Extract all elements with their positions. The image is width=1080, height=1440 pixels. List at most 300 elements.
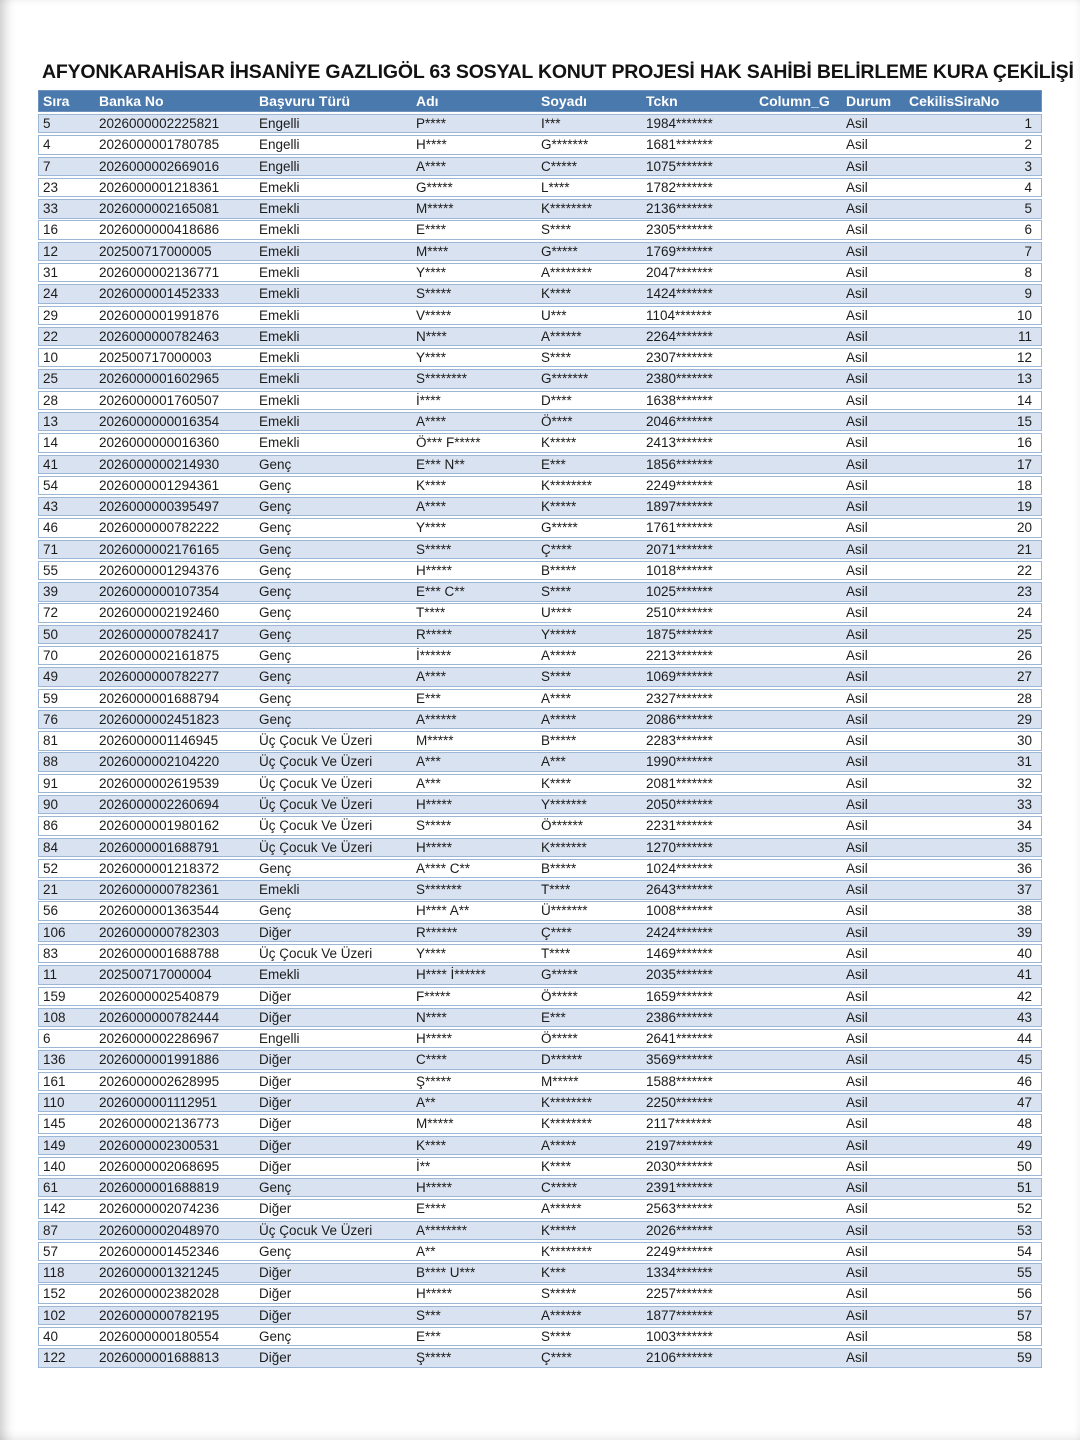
cell-tckn: 1659******* xyxy=(646,988,713,1004)
cell-cekilis-sira-no: 21 xyxy=(1016,541,1032,557)
cell-banka-no: 2026000002300531 xyxy=(99,1137,220,1153)
cell-banka-no: 2026000001688788 xyxy=(99,945,220,961)
cell-tckn: 1681******* xyxy=(646,137,713,153)
cell-tckn: 1334******* xyxy=(646,1265,713,1281)
cell-sira: 91 xyxy=(43,775,59,791)
cell-durum: Asil xyxy=(846,179,868,195)
cell-basvuru-turu: Genç xyxy=(259,690,292,706)
cell-tckn: 2050******* xyxy=(646,797,713,812)
cell-tckn: 1782******* xyxy=(646,179,713,195)
table-row xyxy=(38,667,1042,686)
cell-banka-no: 2026000002192460 xyxy=(99,605,220,621)
cell-cekilis-sira-no: 12 xyxy=(1016,350,1032,366)
cell-cekilis-sira-no: 15 xyxy=(1016,413,1032,429)
cell-adi: S******* xyxy=(416,882,462,898)
cell-basvuru-turu: Emekli xyxy=(259,882,300,898)
cell-soyadi: C***** xyxy=(541,158,578,174)
cell-basvuru-turu: Genç xyxy=(259,477,292,493)
cell-adi: K**** xyxy=(416,1137,447,1153)
cell-adi: B**** U*** xyxy=(416,1265,476,1281)
cell-column-g xyxy=(755,1051,842,1068)
cell-tckn: 2136******* xyxy=(646,201,713,217)
column-header-soyadi: Soyadı xyxy=(541,93,587,109)
table-row xyxy=(38,178,1042,197)
cell-tckn: 1984******* xyxy=(646,116,713,131)
cell-adi: S***** xyxy=(416,286,452,302)
cell-adi: Ş***** xyxy=(416,1350,452,1366)
cell-sira: 22 xyxy=(43,328,59,344)
cell-banka-no: 2026000002074236 xyxy=(99,1201,220,1217)
cell-tckn: 1018******* xyxy=(646,562,713,578)
cell-sira: 140 xyxy=(43,1158,66,1174)
cell-tckn: 2231******* xyxy=(646,818,713,834)
cell-tckn: 1856******* xyxy=(646,456,713,472)
cell-durum: Asil xyxy=(846,456,868,472)
cell-cekilis-sira-no: 17 xyxy=(1016,456,1032,472)
cell-sira: 88 xyxy=(43,754,59,770)
table-row xyxy=(38,795,1042,814)
cell-adi: H**** A** xyxy=(416,903,470,919)
cell-adi: Y**** xyxy=(416,520,447,536)
cell-durum: Asil xyxy=(846,371,868,387)
cell-sira: 118 xyxy=(43,1265,65,1281)
cell-adi: V***** xyxy=(416,307,452,323)
table-row xyxy=(38,774,1042,793)
cell-banka-no: 2026000001980162 xyxy=(99,818,220,834)
cell-adi: N**** xyxy=(416,328,447,344)
cell-soyadi: G***** xyxy=(541,520,578,536)
cell-basvuru-turu: Üç Çocuk Ve Üzeri xyxy=(259,733,373,749)
cell-banka-no: 2026000002048970 xyxy=(99,1222,220,1238)
cell-soyadi: B***** xyxy=(541,562,577,578)
cell-cekilis-sira-no: 47 xyxy=(1016,1094,1032,1110)
cell-cekilis-sira-no: 28 xyxy=(1016,690,1032,706)
cell-durum: Asil xyxy=(846,648,868,664)
cell-banka-no: 2026000001688819 xyxy=(99,1180,220,1196)
table-row xyxy=(38,987,1042,1006)
cell-soyadi: Y***** xyxy=(541,626,577,642)
cell-sira: 16 xyxy=(43,222,59,238)
cell-durum: Asil xyxy=(846,392,868,408)
cell-adi: A*** xyxy=(416,754,441,770)
cell-tckn: 2257******* xyxy=(646,1286,713,1302)
cell-soyadi: K**** xyxy=(541,1158,572,1174)
cell-column-g xyxy=(755,519,842,536)
cell-durum: Asil xyxy=(846,1052,868,1068)
cell-banka-no: 2026000000782303 xyxy=(99,924,220,940)
cell-tckn: 2071******* xyxy=(646,541,713,557)
cell-sira: 7 xyxy=(43,158,51,174)
cell-soyadi: S***** xyxy=(541,1286,577,1302)
table-row xyxy=(38,689,1042,708)
cell-tckn: 3569******* xyxy=(646,1052,713,1068)
cell-banka-no: 2026000002225821 xyxy=(99,116,220,131)
table-row xyxy=(38,923,1042,942)
cell-banka-no: 2026000001363544 xyxy=(99,903,220,919)
cell-adi: A****** xyxy=(416,711,457,727)
cell-cekilis-sira-no: 6 xyxy=(1024,222,1032,238)
cell-adi: R****** xyxy=(416,924,458,940)
cell-durum: Asil xyxy=(846,499,868,515)
cell-tckn: 2249******* xyxy=(646,1243,713,1259)
cell-durum: Asil xyxy=(846,797,868,812)
cell-banka-no: 2026000000782277 xyxy=(99,669,220,685)
cell-durum: Asil xyxy=(846,1329,868,1345)
cell-durum: Asil xyxy=(846,754,868,770)
cell-cekilis-sira-no: 27 xyxy=(1016,669,1032,685)
column-header-tckn: Tckn xyxy=(646,93,678,109)
cell-column-g xyxy=(755,1094,842,1111)
table-row xyxy=(38,1327,1042,1346)
cell-banka-no: 2026000002104220 xyxy=(99,754,220,770)
cell-adi: G***** xyxy=(416,179,453,195)
cell-sira: 40 xyxy=(43,1329,59,1345)
cell-column-g xyxy=(755,647,842,664)
cell-tckn: 1990******* xyxy=(646,754,713,770)
cell-basvuru-turu: Diğer xyxy=(259,1137,292,1153)
cell-durum: Asil xyxy=(846,584,868,600)
cell-soyadi: K******** xyxy=(541,1094,593,1110)
cell-basvuru-turu: Üç Çocuk Ve Üzeri xyxy=(259,839,373,855)
table-row xyxy=(38,731,1042,750)
table-row xyxy=(38,1178,1042,1197)
cell-durum: Asil xyxy=(846,669,868,685)
cell-tckn: 2424******* xyxy=(646,924,713,940)
cell-soyadi: K***** xyxy=(541,435,577,451)
table-row xyxy=(38,944,1042,963)
cell-sira: 28 xyxy=(43,392,59,408)
table-row xyxy=(38,369,1042,388)
cell-basvuru-turu: Diğer xyxy=(259,1073,292,1089)
cell-soyadi: Ç**** xyxy=(541,541,572,557)
cell-tckn: 2197******* xyxy=(646,1137,713,1153)
cell-column-g xyxy=(755,328,842,345)
cell-soyadi: T**** xyxy=(541,882,571,898)
cell-adi: F***** xyxy=(416,988,451,1004)
cell-soyadi: K***** xyxy=(541,1222,577,1238)
cell-column-g xyxy=(755,392,842,409)
cell-cekilis-sira-no: 18 xyxy=(1016,477,1032,493)
cell-soyadi: K******** xyxy=(541,201,593,217)
cell-basvuru-turu: Engelli xyxy=(259,137,300,153)
cell-durum: Asil xyxy=(846,882,868,898)
column-header-banka-no: Banka No xyxy=(99,93,164,109)
cell-column-g xyxy=(755,200,842,217)
cell-sira: 31 xyxy=(43,264,59,280)
cell-durum: Asil xyxy=(846,328,868,344)
table-row xyxy=(38,284,1042,303)
cell-basvuru-turu: Diğer xyxy=(259,1009,292,1025)
cell-banka-no: 2026000001780785 xyxy=(99,137,220,153)
cell-durum: Asil xyxy=(846,1243,868,1259)
table-row xyxy=(38,838,1042,857)
cell-durum: Asil xyxy=(846,541,868,557)
cell-sira: 108 xyxy=(43,1009,66,1025)
cell-durum: Asil xyxy=(846,860,868,876)
cell-banka-no: 2026000001602965 xyxy=(99,371,220,387)
cell-banka-no: 2026000002161875 xyxy=(99,648,220,664)
cell-durum: Asil xyxy=(846,477,868,493)
cell-durum: Asil xyxy=(846,1180,868,1196)
cell-tckn: 1008******* xyxy=(646,903,713,919)
cell-basvuru-turu: Emekli xyxy=(259,179,300,195)
cell-basvuru-turu: Genç xyxy=(259,541,292,557)
cell-adi: A** xyxy=(416,1243,436,1259)
cell-basvuru-turu: Emekli xyxy=(259,392,300,408)
cell-basvuru-turu: Üç Çocuk Ve Üzeri xyxy=(259,754,373,770)
cell-soyadi: Ö****** xyxy=(541,818,584,834)
cell-cekilis-sira-no: 32 xyxy=(1016,775,1032,791)
cell-durum: Asil xyxy=(846,201,868,217)
cell-tckn: 1069******* xyxy=(646,669,713,685)
cell-column-g xyxy=(755,285,842,302)
cell-banka-no: 2026000000782444 xyxy=(99,1009,220,1025)
cell-soyadi: U*** xyxy=(541,307,567,323)
cell-sira: 10 xyxy=(43,350,59,366)
cell-basvuru-turu: Engelli xyxy=(259,158,300,174)
cell-cekilis-sira-no: 24 xyxy=(1016,605,1032,621)
cell-column-g xyxy=(755,221,842,238)
cell-soyadi: A*** xyxy=(541,754,566,770)
cell-durum: Asil xyxy=(846,264,868,280)
cell-cekilis-sira-no: 41 xyxy=(1016,967,1032,983)
cell-banka-no: 2026000000782222 xyxy=(99,520,220,536)
cell-column-g xyxy=(755,775,842,792)
cell-basvuru-turu: Diğer xyxy=(259,1094,292,1110)
cell-banka-no: 2026000002136771 xyxy=(99,264,220,280)
cell-soyadi: A***** xyxy=(541,711,577,727)
cell-tckn: 1075******* xyxy=(646,158,713,174)
cell-basvuru-turu: Genç xyxy=(259,1329,292,1345)
cell-sira: 25 xyxy=(43,371,59,387)
cell-soyadi: U**** xyxy=(541,605,572,621)
cell-tckn: 2026******* xyxy=(646,1222,713,1238)
cell-column-g xyxy=(755,945,842,962)
cell-column-g xyxy=(755,753,842,770)
cell-durum: Asil xyxy=(846,733,868,749)
cell-soyadi: K*** xyxy=(541,1265,566,1281)
cell-basvuru-turu: Genç xyxy=(259,903,292,919)
table-row xyxy=(38,476,1042,495)
cell-soyadi: A***** xyxy=(541,1137,577,1153)
cell-sira: 46 xyxy=(43,520,59,536)
cell-banka-no: 2026000002068695 xyxy=(99,1158,220,1174)
cell-banka-no: 2026000001294361 xyxy=(99,477,220,493)
cell-cekilis-sira-no: 25 xyxy=(1016,626,1032,642)
cell-tckn: 2106******* xyxy=(646,1350,713,1366)
table-row xyxy=(38,1221,1042,1240)
cell-durum: Asil xyxy=(846,605,868,621)
cell-sira: 70 xyxy=(43,648,59,664)
cell-adi: İ****** xyxy=(416,648,452,664)
cell-cekilis-sira-no: 50 xyxy=(1016,1158,1032,1174)
cell-soyadi: E*** xyxy=(541,456,566,472)
cell-durum: Asil xyxy=(846,967,868,983)
cell-basvuru-turu: Üç Çocuk Ve Üzeri xyxy=(259,1222,373,1238)
cell-basvuru-turu: Genç xyxy=(259,648,292,664)
cell-column-g xyxy=(755,456,842,473)
cell-banka-no: 2026000001321245 xyxy=(99,1265,220,1281)
cell-adi: A**** xyxy=(416,158,447,174)
cell-tckn: 1897******* xyxy=(646,499,713,515)
cell-banka-no: 2026000002669016 xyxy=(99,158,220,174)
cell-column-g xyxy=(755,690,842,707)
cell-tckn: 2264******* xyxy=(646,328,713,344)
cell-tckn: 2086******* xyxy=(646,711,713,727)
cell-banka-no: 2026000000782195 xyxy=(99,1307,220,1323)
cell-cekilis-sira-no: 52 xyxy=(1016,1201,1032,1217)
cell-adi: H***** xyxy=(416,797,453,812)
cell-adi: H***** xyxy=(416,562,453,578)
cell-column-g xyxy=(755,966,842,983)
cell-banka-no: 2026000002540879 xyxy=(99,988,220,1004)
cell-soyadi: S**** xyxy=(541,1329,572,1345)
cell-cekilis-sira-no: 34 xyxy=(1016,818,1032,834)
table-row xyxy=(38,901,1042,920)
cell-banka-no: 2026000002176165 xyxy=(99,541,220,557)
cell-durum: Asil xyxy=(846,1031,868,1047)
cell-sira: 86 xyxy=(43,818,59,834)
cell-sira: 4 xyxy=(43,137,51,153)
cell-banka-no: 2026000002286967 xyxy=(99,1031,220,1047)
table-row xyxy=(38,135,1042,154)
cell-cekilis-sira-no: 37 xyxy=(1016,882,1032,898)
cell-basvuru-turu: Emekli xyxy=(259,328,300,344)
cell-sira: 56 xyxy=(43,903,59,919)
cell-basvuru-turu: Emekli xyxy=(259,286,300,302)
cell-basvuru-turu: Diğer xyxy=(259,1158,292,1174)
cell-tckn: 1469******* xyxy=(646,945,713,961)
cell-banka-no: 2026000002451823 xyxy=(99,711,220,727)
cell-adi: K**** xyxy=(416,477,447,493)
cell-cekilis-sira-no: 31 xyxy=(1016,754,1032,770)
cell-cekilis-sira-no: 53 xyxy=(1016,1222,1032,1238)
cell-durum: Asil xyxy=(846,988,868,1004)
cell-sira: 21 xyxy=(43,882,59,898)
cell-soyadi: A****** xyxy=(541,1307,582,1323)
table-row xyxy=(38,497,1042,516)
cell-sira: 24 xyxy=(43,286,59,302)
cell-sira: 5 xyxy=(43,116,51,131)
cell-soyadi: Ç**** xyxy=(541,1350,572,1366)
cell-cekilis-sira-no: 1 xyxy=(1024,116,1032,131)
table-row xyxy=(38,1136,1042,1155)
cell-banka-no: 2026000000395497 xyxy=(99,499,220,515)
cell-soyadi: K******** xyxy=(541,1243,593,1259)
cell-adi: E*** xyxy=(416,690,441,706)
cell-soyadi: A**** xyxy=(541,690,572,706)
cell-soyadi: Ö***** xyxy=(541,988,578,1004)
table-row xyxy=(38,518,1042,537)
cell-sira: 83 xyxy=(43,945,59,961)
cell-soyadi: B***** xyxy=(541,860,577,876)
table-row xyxy=(38,306,1042,325)
table-row xyxy=(38,1263,1042,1282)
table-row xyxy=(38,1072,1042,1091)
cell-sira: 106 xyxy=(43,924,66,940)
table-row xyxy=(38,199,1042,218)
cell-sira: 13 xyxy=(43,413,59,429)
cell-banka-no: 2026000000016354 xyxy=(99,413,220,429)
table-row xyxy=(38,220,1042,239)
cell-column-g xyxy=(755,626,842,643)
cell-banka-no: 2026000001760507 xyxy=(99,392,220,408)
cell-sira: 6 xyxy=(43,1031,51,1047)
cell-sira: 159 xyxy=(43,988,66,1004)
cell-soyadi: T**** xyxy=(541,945,571,961)
cell-adi: R***** xyxy=(416,626,453,642)
cell-column-g xyxy=(755,1328,842,1345)
cell-tckn: 2643******* xyxy=(646,882,713,898)
cell-adi: Y**** xyxy=(416,350,447,366)
cell-cekilis-sira-no: 39 xyxy=(1016,924,1032,940)
cell-cekilis-sira-no: 42 xyxy=(1016,988,1032,1004)
cell-banka-no: 2026000001452333 xyxy=(99,286,220,302)
cell-cekilis-sira-no: 59 xyxy=(1016,1350,1032,1366)
cell-basvuru-turu: Genç xyxy=(259,499,292,515)
cell-banka-no: 2026000000214930 xyxy=(99,456,220,472)
cell-cekilis-sira-no: 56 xyxy=(1016,1286,1032,1302)
cell-adi: M***** xyxy=(416,201,454,217)
cell-durum: Asil xyxy=(846,1009,868,1025)
cell-basvuru-turu: Emekli xyxy=(259,371,300,387)
cell-sira: 14 xyxy=(43,435,59,451)
cell-column-g xyxy=(755,1009,842,1026)
cell-basvuru-turu: Genç xyxy=(259,456,292,472)
cell-banka-no: 202500717000004 xyxy=(99,967,212,983)
cell-tckn: 1270******* xyxy=(646,839,713,855)
cell-sira: 71 xyxy=(43,541,59,557)
cell-banka-no: 2026000002260694 xyxy=(99,797,220,812)
cell-soyadi: B***** xyxy=(541,733,577,749)
lottery-results-table xyxy=(38,90,1042,1370)
table-row xyxy=(38,859,1042,878)
cell-cekilis-sira-no: 13 xyxy=(1016,371,1032,387)
cell-banka-no: 2026000002165081 xyxy=(99,201,220,217)
cell-adi: A**** xyxy=(416,499,447,515)
cell-basvuru-turu: Emekli xyxy=(259,435,300,451)
cell-column-g xyxy=(755,711,842,728)
cell-cekilis-sira-no: 55 xyxy=(1016,1265,1032,1281)
cell-durum: Asil xyxy=(846,413,868,429)
cell-durum: Asil xyxy=(846,1094,868,1110)
cell-sira: 61 xyxy=(43,1180,59,1196)
cell-cekilis-sira-no: 46 xyxy=(1016,1073,1032,1089)
cell-tckn: 2250******* xyxy=(646,1094,713,1110)
cell-durum: Asil xyxy=(846,775,868,791)
table-row xyxy=(38,1029,1042,1048)
cell-cekilis-sira-no: 11 xyxy=(1017,328,1032,344)
cell-column-g xyxy=(755,1073,842,1090)
cell-column-g xyxy=(755,264,842,281)
cell-soyadi: Ç**** xyxy=(541,924,572,940)
cell-basvuru-turu: Diğer xyxy=(259,1201,292,1217)
cell-cekilis-sira-no: 30 xyxy=(1016,733,1032,749)
cell-banka-no: 2026000001688813 xyxy=(99,1350,220,1366)
cell-adi: E**** xyxy=(416,1201,447,1217)
cell-sira: 152 xyxy=(43,1286,66,1302)
cell-column-g xyxy=(755,1115,842,1132)
cell-column-g xyxy=(755,1243,842,1260)
cell-basvuru-turu: Diğer xyxy=(259,924,292,940)
cell-tckn: 2391******* xyxy=(646,1180,713,1196)
cell-adi: H***** xyxy=(416,1180,453,1196)
cell-cekilis-sira-no: 20 xyxy=(1016,520,1032,536)
cell-column-g xyxy=(755,1349,842,1366)
cell-basvuru-turu: Diğer xyxy=(259,1052,292,1068)
cell-adi: P**** xyxy=(416,116,447,131)
cell-banka-no: 2026000002628995 xyxy=(99,1073,220,1089)
